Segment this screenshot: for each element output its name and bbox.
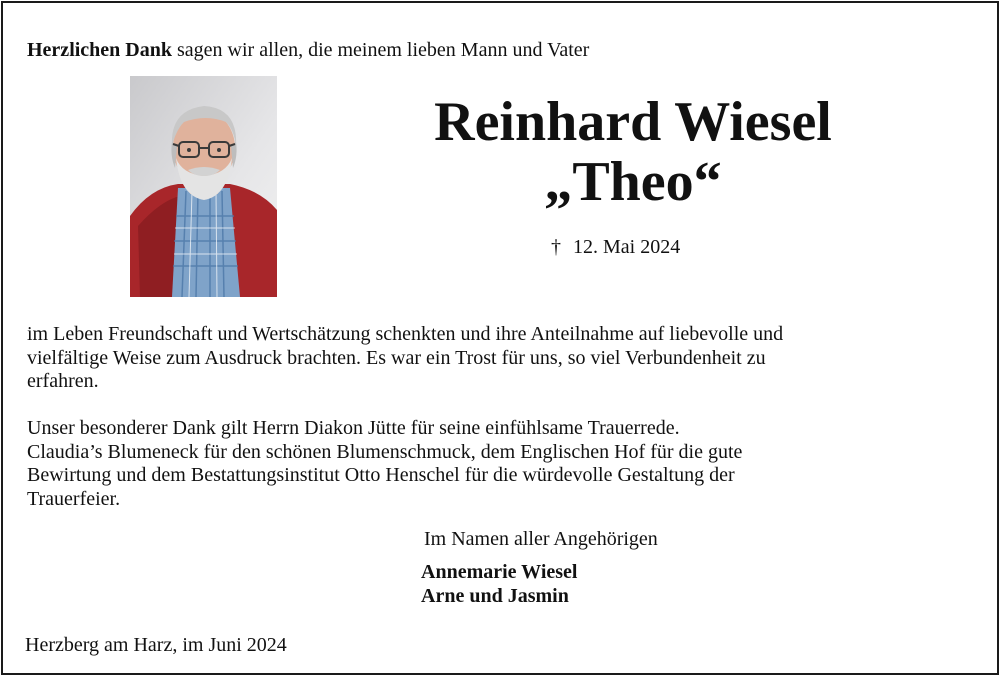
place-date: Herzberg am Harz, im Juni 2024: [25, 634, 287, 656]
death-date: 12. Mai 2024: [573, 236, 681, 258]
text-line: Trauerfeier.: [27, 487, 121, 510]
text-line: Unser besonderer Dank gilt Herrn Diakon Jütte für seine einfühlsame Trauerrede.: [27, 417, 680, 439]
text-line: Claudia’s Blumeneck für den schönen Blumenschmuck, dem Englischen Hof für die gute: [27, 440, 743, 463]
signer-name: Annemarie Wiesel: [421, 561, 578, 583]
on-behalf-line: Im Namen aller Angehörigen: [424, 528, 658, 550]
thanks-paragraph-2: [27, 417, 977, 511]
deceased-nickname: „Theo“: [544, 151, 722, 213]
text-line: im Leben Freundschaft und Wertschätzung schenkten und ihre Anteilnahme auf liebevolle und: [27, 323, 784, 345]
deceased-name: Reinhard Wiesel: [434, 91, 832, 153]
death-date-line: [551, 235, 680, 259]
signer-name: Arne und Jasmin: [421, 584, 569, 607]
text-line: Bewirtung und dem Bestattungsinstitut Otto Henschel für die würdevolle Gestaltung der: [27, 464, 735, 486]
intro-bold: Herzlichen Dank: [27, 39, 172, 61]
portrait-photo: [130, 76, 277, 297]
intro-line: [27, 38, 589, 62]
obituary-card: [1, 1, 999, 675]
intro-rest: sagen wir allen, die meinem lieben Mann und Vater: [172, 39, 590, 61]
thanks-paragraph-1: [27, 323, 977, 394]
cross-icon: †: [551, 236, 561, 258]
text-line: erfahren.: [27, 370, 99, 392]
text-line: vielfältige Weise zum Ausdruck brachten. Es war ein Trost für uns, so viel Verbundenheit zu: [27, 346, 766, 369]
signers: [421, 561, 577, 608]
